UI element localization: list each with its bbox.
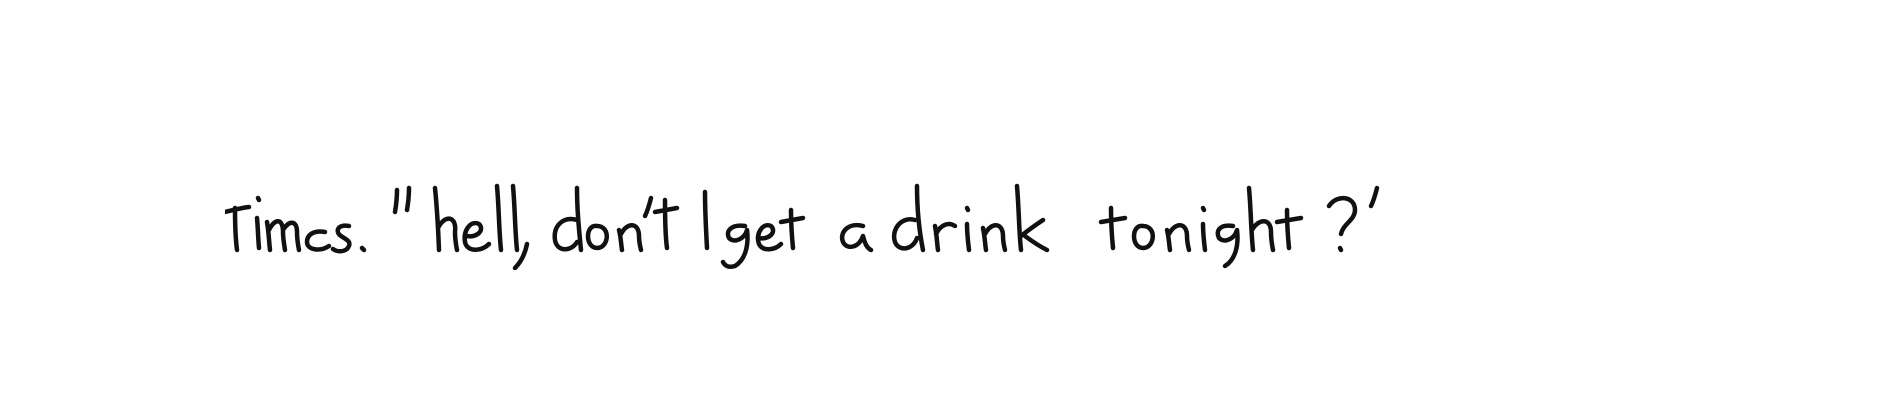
handwritten-text-line	[225, 150, 1645, 270]
handwriting-ink-svg	[225, 150, 1645, 270]
